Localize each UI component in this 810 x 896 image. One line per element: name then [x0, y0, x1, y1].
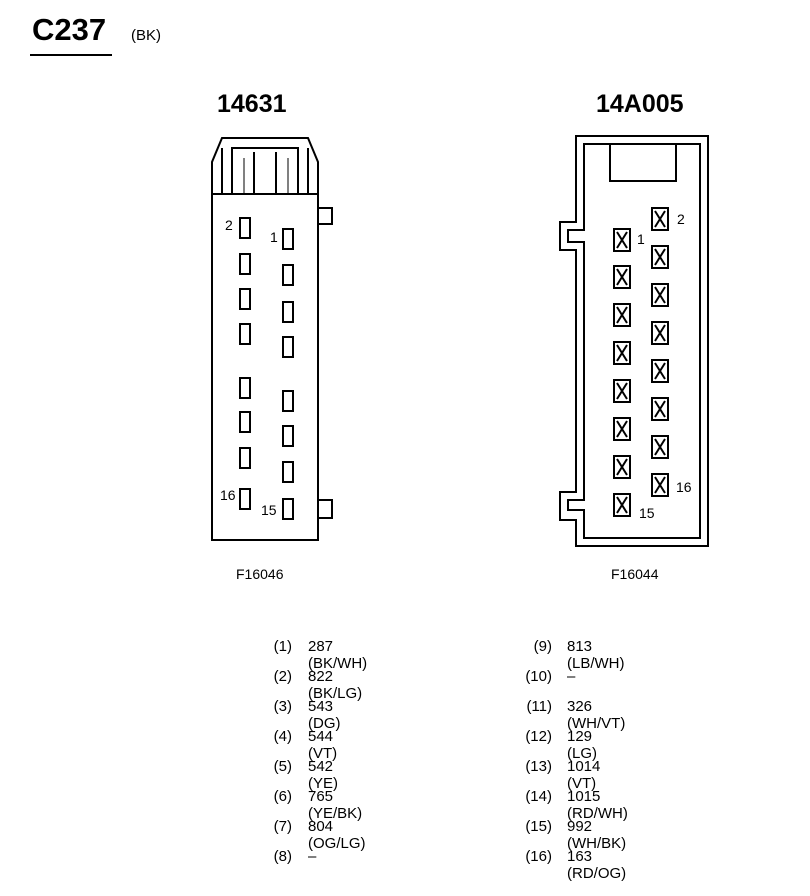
left-connector — [212, 138, 332, 540]
pinout-row-num: (3) — [273, 698, 292, 715]
pin-cavity — [240, 489, 250, 509]
right-pin-terminals — [614, 208, 668, 516]
pin-cavity — [283, 229, 293, 249]
pin-cavity — [283, 302, 293, 322]
pin-cavity — [283, 426, 293, 446]
left-pin-label-1: 1 — [270, 229, 278, 245]
left-connector-latch — [212, 138, 318, 194]
connector-id: C237 — [32, 12, 107, 47]
right-pin-label-2: 2 — [677, 211, 685, 227]
pin-cavity — [283, 265, 293, 285]
pin-cavity — [240, 378, 250, 398]
pin-terminal — [652, 246, 668, 268]
pin-cavity — [283, 499, 293, 519]
pinout-row-num: (15) — [525, 818, 552, 835]
left-side-tab-top — [318, 208, 332, 224]
pin-terminal — [652, 322, 668, 344]
pinout-row-num: (16) — [525, 848, 552, 865]
pin-cavity — [240, 412, 250, 432]
pinout-row-num: (4) — [273, 728, 292, 745]
pin-cavity — [240, 254, 250, 274]
left-pin-label-16: 16 — [220, 487, 236, 503]
left-part-number: 14631 — [217, 90, 287, 118]
pin-terminal — [614, 342, 630, 364]
pin-cavity — [240, 324, 250, 344]
pinout-row-num: (1) — [273, 638, 292, 655]
left-figure-id: F16046 — [236, 566, 284, 582]
right-pin-label-15: 15 — [639, 505, 655, 521]
pin-terminal — [614, 494, 630, 516]
pin-terminal — [652, 474, 668, 496]
pinout-row-num: (8) — [273, 848, 292, 865]
pinout-row-num: (10) — [525, 668, 552, 685]
right-part-number: 14A005 — [596, 90, 684, 118]
pinout-row-num: (9) — [533, 638, 552, 655]
pin-terminal — [652, 398, 668, 420]
pin-terminal — [652, 360, 668, 382]
left-pin-label-2: 2 — [225, 217, 233, 233]
pin-cavity — [283, 462, 293, 482]
pin-terminal — [614, 418, 630, 440]
pin-cavity — [240, 218, 250, 238]
pinout-row-num: (6) — [273, 788, 292, 805]
pin-cavity — [283, 391, 293, 411]
pin-terminal — [652, 436, 668, 458]
pinout-row-num: (12) — [525, 728, 552, 745]
right-figure-id: F16044 — [611, 566, 659, 582]
pin-terminal — [652, 208, 668, 230]
left-pin-cavities — [240, 218, 293, 519]
pinout-row-num: (13) — [525, 758, 552, 775]
right-pin-label-1: 1 — [637, 231, 645, 247]
pin-cavity — [240, 448, 250, 468]
pin-terminal — [652, 284, 668, 306]
pin-terminal — [614, 456, 630, 478]
right-pin-label-16: 16 — [676, 479, 692, 495]
right-connector-key — [610, 144, 676, 181]
pin-cavity — [240, 289, 250, 309]
pinout-row-num: (7) — [273, 818, 292, 835]
pin-terminal — [614, 266, 630, 288]
pinout-row-num: (5) — [273, 758, 292, 775]
pinout-row-num: (11) — [526, 698, 552, 715]
pin-terminal — [614, 229, 630, 251]
connector-color: (BK) — [131, 27, 161, 44]
pin-terminal — [614, 380, 630, 402]
pin-terminal — [614, 304, 630, 326]
left-pin-label-15: 15 — [261, 502, 277, 518]
pinout-row-num: (2) — [273, 668, 292, 685]
left-side-tab-bottom — [318, 500, 332, 518]
pin-cavity — [283, 337, 293, 357]
pinout-row-num: (14) — [525, 788, 552, 805]
